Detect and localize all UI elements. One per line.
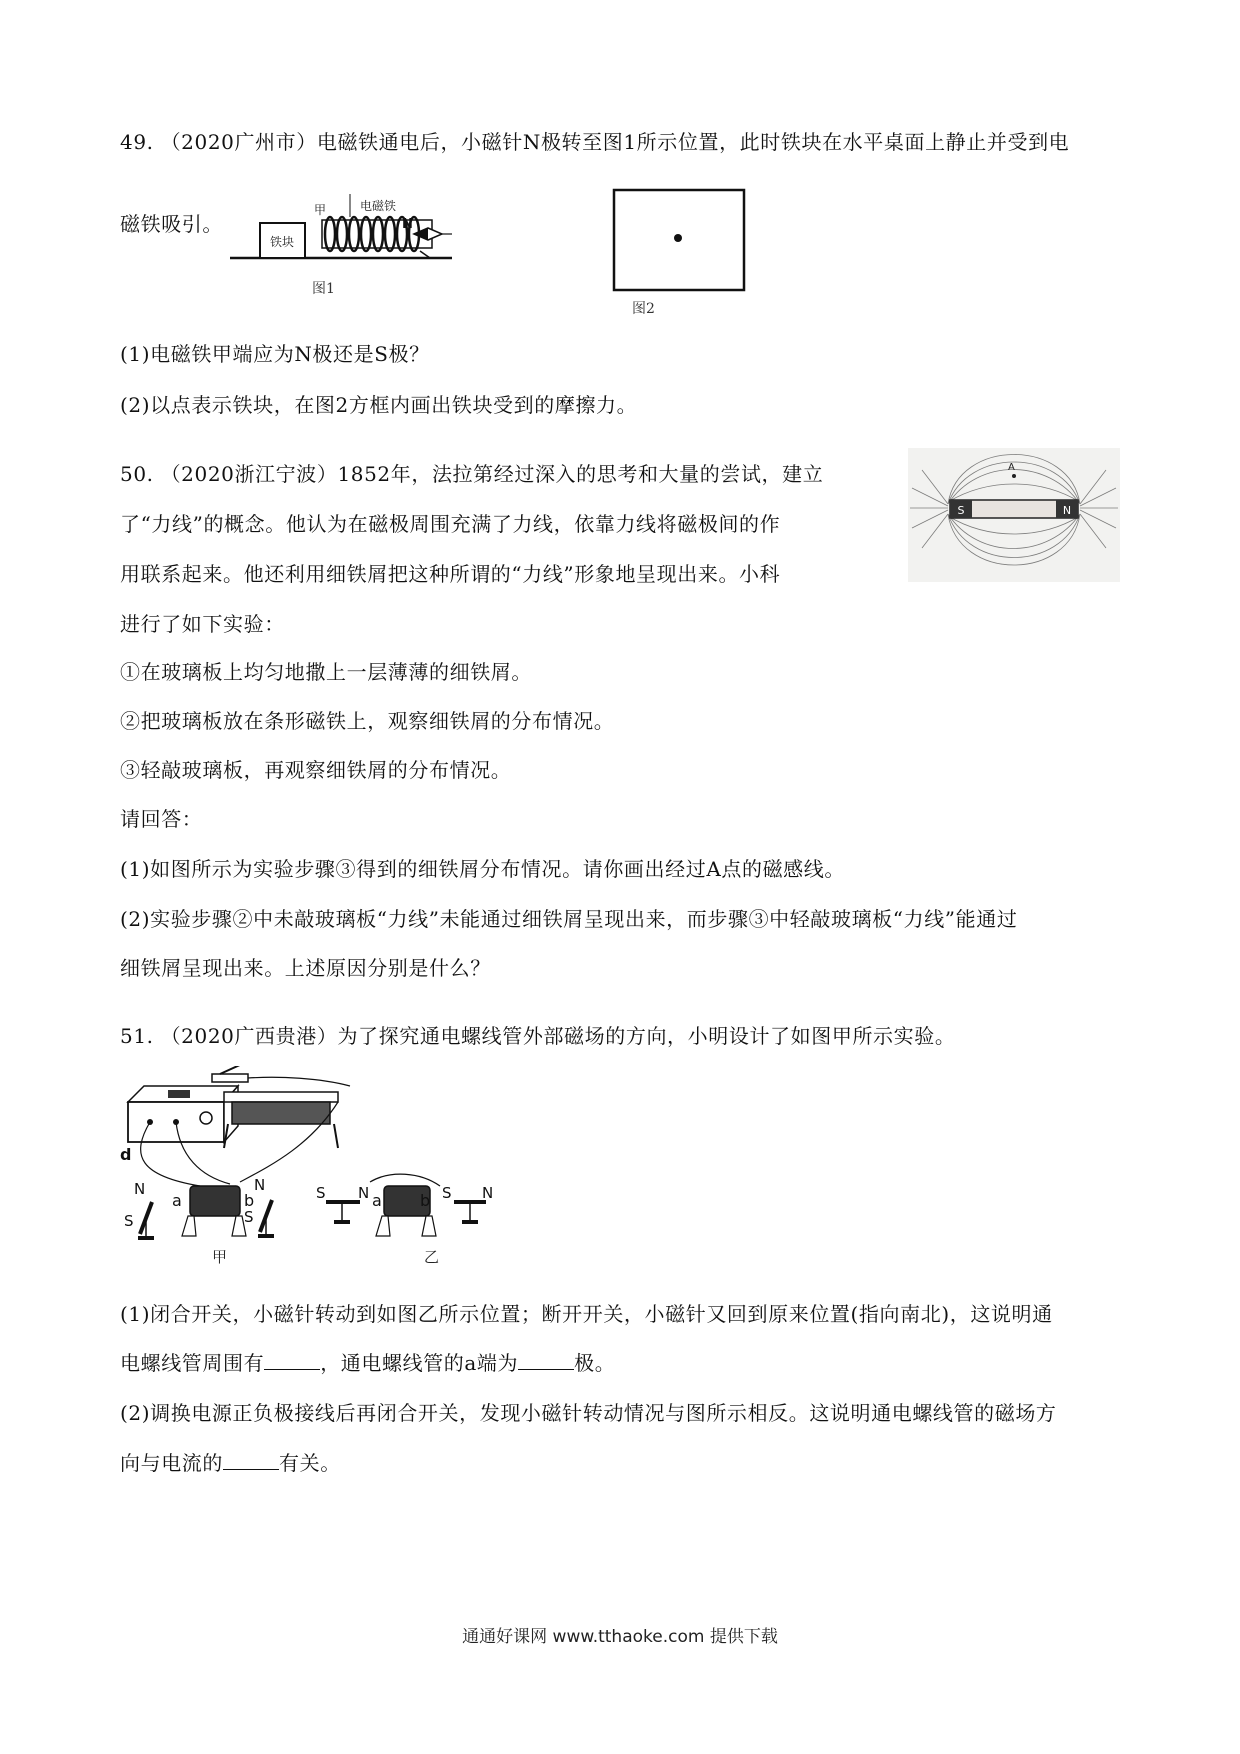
q49-part2: (2)以点表示铁块，在图2方框内画出铁块受到的摩擦力。 — [120, 393, 638, 417]
label-b-yi: b — [420, 1191, 431, 1210]
q51-part1-text-c: 极。 — [574, 1351, 616, 1375]
q49-fig2-caption: 图2 — [632, 301, 655, 317]
magnet-s-label: S — [957, 504, 965, 517]
q50-line1: 50. （2020浙江宁波）1852年，法拉第经过深入的思考和大量的尝试，建立 — [120, 462, 824, 486]
q51-part2-text-a: 向与电流的 — [120, 1451, 223, 1475]
rheostat-icon — [224, 1092, 338, 1148]
q50-iron-filings-image — [908, 448, 1120, 582]
yi-left-s: S — [316, 1184, 326, 1202]
q50-part1: (1)如图所示为实验步骤③得到的细铁屑分布情况。请你画出经过A点的磁感线。 — [120, 857, 845, 881]
yi-left-n: N — [358, 1184, 370, 1202]
jia-right-n: N — [254, 1176, 266, 1194]
q49-stem-line2: 磁铁吸引。 — [120, 212, 223, 236]
point-a-label: A — [1008, 462, 1015, 473]
q49-stem-line1: 49. （2020广州市）电磁铁通电后，小磁针N极转至图1所示位置，此时铁块在水平桌面上静止并受到电 — [120, 130, 1070, 154]
fig1-electromagnet-label: 电磁铁 — [360, 199, 397, 213]
q51-part2-line1: (2)调换电源正负极接线后再闭合开关，发现小磁针转动情况与图所示相反。这说明通电螺线管的磁场方 — [120, 1401, 1057, 1425]
page-footer: 通通好课网 www.tthaoke.com 提供下载 — [462, 1627, 778, 1647]
q51-part1-text-a: 电螺线管周围有 — [120, 1351, 265, 1375]
q49-part1: (1)电磁铁甲端应为N极还是S极？ — [120, 342, 430, 366]
q49-figure2 — [612, 188, 748, 294]
fig-yi-caption: 乙 — [424, 1248, 440, 1266]
fig1-iron-label: 铁块 — [269, 235, 295, 249]
jia-left-s: S — [124, 1212, 134, 1230]
switch-icon — [212, 1066, 248, 1082]
q50-line4: 进行了如下实验： — [120, 612, 285, 636]
q50-line2: 了“力线”的概念。他认为在磁极周围充满了力线，依靠力线将磁极间的作 — [120, 512, 781, 536]
label-d: d — [120, 1145, 132, 1164]
fig1-n-label: N — [402, 217, 413, 232]
yi-right-n: N — [482, 1184, 494, 1202]
jia-right-s: S — [244, 1208, 254, 1226]
answer-blank-1[interactable] — [264, 1351, 320, 1370]
q50-part2-line2: 细铁屑呈现出来。上述原因分别是什么？ — [120, 956, 491, 980]
q50-step2: ②把玻璃板放在条形磁铁上，观察细铁屑的分布情况。 — [120, 709, 615, 733]
q50-line3: 用联系起来。他还利用细铁屑把这种所谓的“力线”形象地呈现出来。小科 — [120, 562, 781, 586]
jia-left-n: N — [134, 1180, 146, 1198]
fig1-jia-label: 甲 — [314, 203, 327, 217]
solenoid-jia-icon — [182, 1186, 246, 1236]
q50-step1: ①在玻璃板上均匀地撒上一层薄薄的细铁屑。 — [120, 660, 532, 684]
q51-figure — [120, 1066, 560, 1266]
q51-part1-line1: (1)闭合开关，小磁针转动到如图乙所示位置；断开开关，小磁针又回到原来位置(指向南北)，这说明通 — [120, 1302, 1053, 1326]
q49-fig1-caption: 图1 — [312, 281, 335, 297]
answer-blank-3[interactable] — [223, 1451, 279, 1470]
q50-part2-line1: (2)实验步骤②中未敲玻璃板“力线”未能通过细铁屑呈现出来，而步骤③中轻敲玻璃板“力线”能通过 — [120, 907, 1018, 931]
q51-stem: 51. （2020广西贵港）为了探究通电螺线管外部磁场的方向，小明设计了如图甲所示实验。 — [120, 1024, 956, 1048]
q51-part2-text-b: 有关。 — [279, 1451, 341, 1475]
q51-part1-text-b: ，通电螺线管的a端为 — [320, 1351, 519, 1375]
q50-prompt: 请回答： — [120, 807, 203, 831]
magnet-n-label: N — [1062, 504, 1072, 517]
yi-right-s: S — [442, 1184, 452, 1202]
fig-jia-caption: 甲 — [212, 1248, 228, 1266]
q49-figure1 — [230, 180, 500, 270]
label-a-jia: a — [172, 1191, 182, 1210]
q51-part1-line2 — [120, 1349, 615, 1377]
label-b-jia: b — [244, 1191, 255, 1210]
answer-blank-2[interactable] — [518, 1351, 574, 1370]
label-a-yi: a — [372, 1191, 382, 1210]
q51-part2-line2 — [120, 1449, 341, 1477]
q50-step3: ③轻敲玻璃板，再观察细铁屑的分布情况。 — [120, 758, 512, 782]
